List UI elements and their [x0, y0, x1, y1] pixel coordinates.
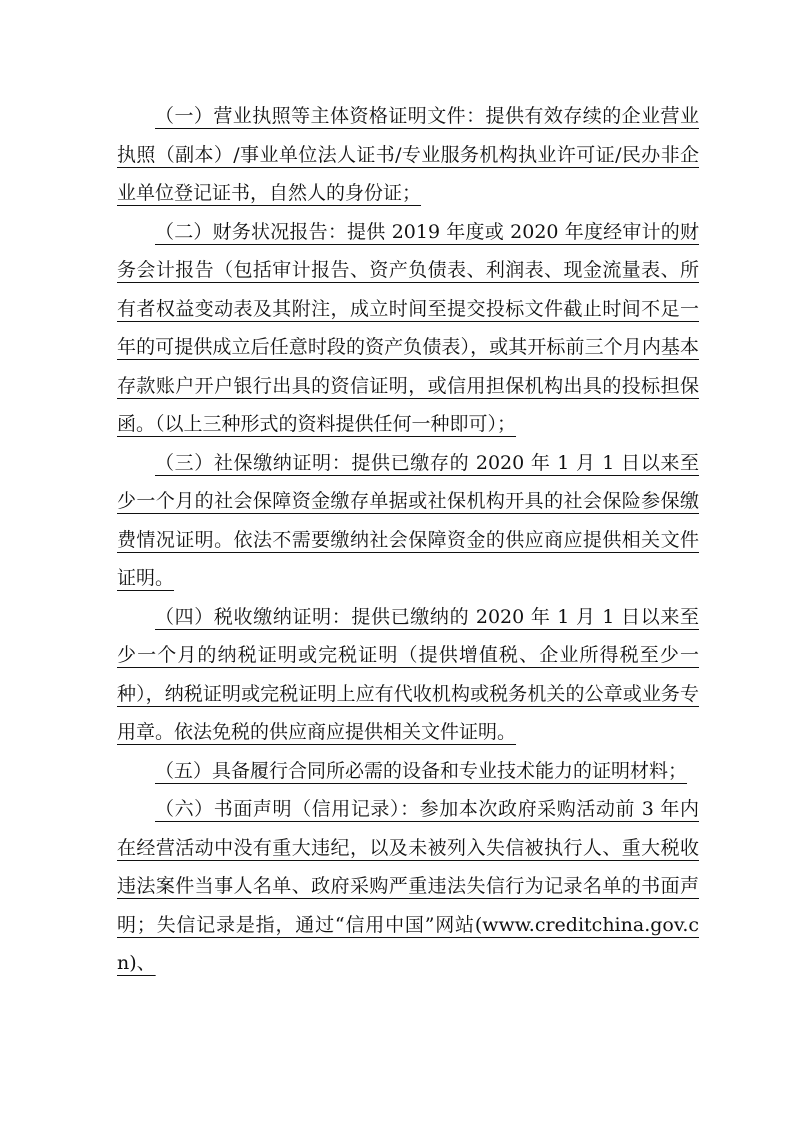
paragraph-written-statement	[117, 790, 699, 983]
paragraph-social-security	[117, 444, 699, 598]
document-page	[117, 97, 699, 983]
paragraph-text: （一）营业执照等主体资格证明文件：提供有效存续的企业营业执照（副本）/事业单位法人证书/专业服务机构执业许可证/民办非企业单位登记证书，自然人的身份证；	[117, 105, 699, 204]
paragraph-text: （五）具备履行合同所必需的设备和专业技术能力的证明材料；	[155, 759, 688, 782]
paragraph-financial-report	[117, 213, 699, 444]
paragraph-text: （四）税收缴纳证明：提供已缴纳的 2020 年 1 月 1 日以来至少一个月的纳税证明或完税证明（提供增值税、企业所得税至少一种），纳税证明或完税证明上应有代收机构或税务机关的公章或业务专用章。依法免税的供应商应提供相关文件证明。	[117, 605, 699, 743]
paragraph-text: （六）书面声明（信用记录）：参加本次政府采购活动前 3 年内在经营活动中没有重大违纪，以及未被列入失信被执行人、重大税收违法案件当事人名单、政府采购严重违法失信行为记录名单的书面声明；失信记录是指，通过“信用中国”网站(www.creditchina.gov.cn)、	[117, 798, 699, 974]
paragraph-equipment-capability	[117, 752, 699, 791]
paragraph-text: （三）社保缴纳证明：提供已缴存的 2020 年 1 月 1 日以来至少一个月的社会保障资金缴存单据或社保机构开具的社会保险参保缴费情况证明。依法不需要缴纳社会保障资金的供应商应提供相关文件证明。	[117, 451, 699, 589]
paragraph-business-license	[117, 97, 699, 213]
paragraph-tax-payment	[117, 598, 699, 752]
paragraph-text: （二）财务状况报告：提供 2019 年度或 2020 年度经审计的财务会计报告（包括审计报告、资产负债表、利润表、现金流量表、所有者权益变动表及其附注，成立时间至提交投标文件截止时间不足一年的可提供成立后任意时段的资产负债表），或其开标前三个月内基本存款账户开户银行出具的资信证明，或信用担保机构出具的投标担保函。（以上三种形式的资料提供任何一种即可）；	[117, 220, 699, 435]
